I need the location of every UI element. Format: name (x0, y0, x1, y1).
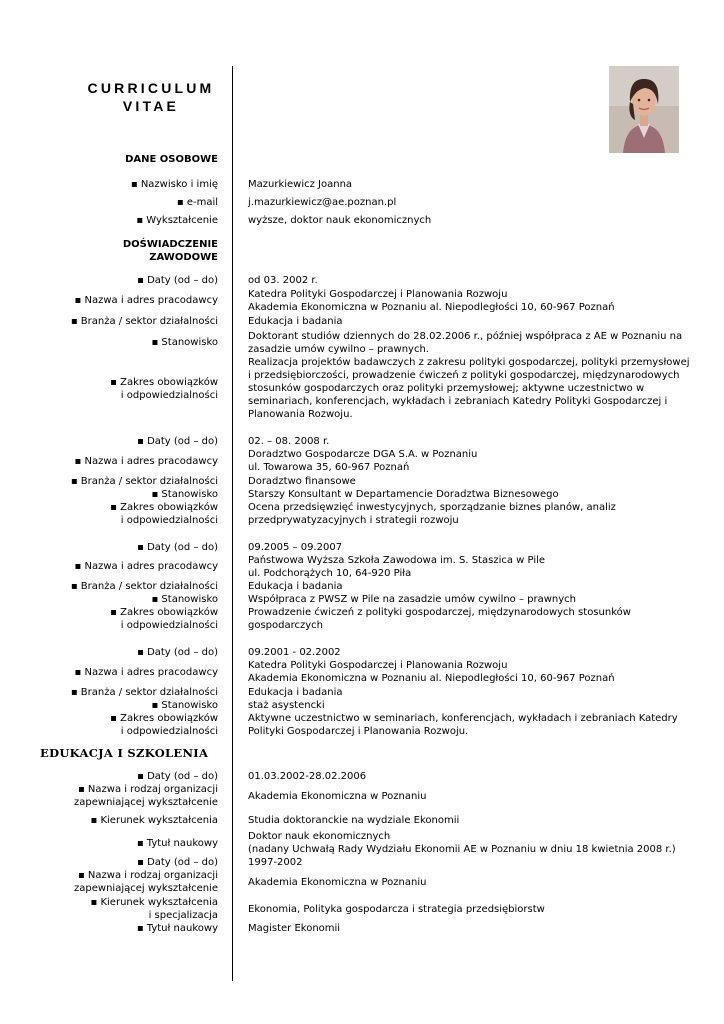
email-value[interactable]: j.mazurkiewicz@ae.poznan.pl (248, 197, 397, 208)
edu1-degree-label: ▪ Tytuł naukowy (137, 837, 218, 850)
job1-dates-label: ▪ Daty (od – do) (137, 274, 218, 287)
job1-employer-label: ▪ Nazwa i adres pracodawcy (75, 294, 218, 307)
edu2-field-label: ▪ Kierunek wykształcenia i specjalizacja (91, 896, 219, 922)
name-label: ▪ Nazwisko i imię (131, 178, 218, 191)
edu1-dates: 01.03.2002-28.02.2006 (248, 771, 367, 782)
edu1-org-label: ▪ Nazwa i rodzaj organizacji zapewniającej wykształcenie (74, 783, 218, 809)
job1-duties-label: ▪ Zakres obowiązków i odpowiedzialności (110, 376, 218, 402)
edu1-field: Studia doktoranckie na wydziale Ekonomii (248, 815, 460, 826)
job4-position-label: ▪ Stanowisko (151, 699, 218, 712)
job4-duties: Aktywne uczestnictwo w seminariach, konferencjach, wykładach i zebraniach Katedry Polityki Gospodarczej i Planowania Rozwoju. (248, 713, 678, 737)
edu2-dates-label: ▪ Daty (od – do) (137, 856, 218, 869)
name-value: Mazurkiewicz Joanna (248, 179, 353, 190)
portrait-icon (609, 66, 679, 153)
job2-dates: 02. – 08. 2008 r. (248, 436, 330, 447)
edu2-org: Akademia Ekonomiczna w Poznaniu (248, 877, 427, 888)
title-line-1: CURRICULUM (87, 80, 215, 96)
job4-sector: Edukacja i badania (248, 687, 343, 698)
job1-duties: Realizacja projektów badawczych z zakresu polityki gospodarczej, polityki przemysłowej i przedsiębiorczości, prowadzenie ćwiczeń z polityki gospodarczej, międzynarodowych stosunków gospodarczych oraz polityki przemysłowej; aktywne uczestnictwo w seminariach, konferencjach, wykładach i zebraniach Katedry Polityki Gospodarczej i Planowania Rozwoju. (248, 357, 690, 420)
job3-employer-label: ▪ Nazwa i adres pracodawcy (75, 560, 218, 573)
job4-dates-label: ▪ Daty (od – do) (137, 646, 218, 659)
education-label: ▪ Wykształcenie (136, 214, 218, 227)
job2-duties: Ocena przedsięwzięć inwestycyjnych, sporządzanie biznes planów, analiz przedprywatyzacyjnych i strategii rozwoju (248, 502, 616, 526)
job2-sector-label: ▪ Branża / sektor działalności (71, 475, 218, 488)
edu2-field: Ekonomia, Polityka gospodarcza i strategia przedsiębiorstw (248, 904, 545, 915)
job1-sector-label: ▪ Branża / sektor działalności (71, 315, 218, 328)
job2-position: Starszy Konsultant w Departamencie Doradztwa Biznesowego (248, 489, 559, 500)
edu2-degree-label: ▪ Tytuł naukowy (137, 922, 218, 935)
job3-sector: Edukacja i badania (248, 581, 343, 592)
job3-duties-label: ▪ Zakres obowiązków i odpowiedzialności (110, 606, 218, 632)
job2-duties-label: ▪ Zakres obowiązków i odpowiedzialności (110, 501, 218, 527)
edu1-degree: Doktor nauk ekonomicznych (nadany Uchwałą Rady Wydziału Ekonomii AE w Poznaniu w dniu 18 kwietnia 2008 r.) (248, 831, 676, 855)
title-line-2: VITAE (122, 98, 180, 114)
job3-position-label: ▪ Stanowisko (151, 593, 218, 606)
job2-employer: Doradztwo Gospodarcze DGA S.A. w Poznaniu ul. Towarowa 35, 60-967 Poznań (248, 449, 478, 473)
email-label: ▪ e-mail (177, 196, 218, 209)
job2-employer-label: ▪ Nazwa i adres pracodawcy (75, 455, 218, 468)
edu2-org-label: ▪ Nazwa i rodzaj organizacji zapewniającej wykształcenie (74, 869, 218, 895)
job2-sector: Doradztwo finansowe (248, 476, 356, 487)
cv-title (56, 79, 246, 115)
column-divider (232, 66, 233, 981)
job1-sector: Edukacja i badania (248, 316, 343, 327)
job1-position-label: ▪ Stanowisko (151, 336, 218, 349)
job3-dates-label: ▪ Daty (od – do) (137, 541, 218, 554)
job2-position-label: ▪ Stanowisko (151, 488, 218, 501)
education-value: wyższe, doktor nauk ekonomicznych (248, 215, 432, 226)
job3-sector-label: ▪ Branża / sektor działalności (71, 580, 218, 593)
job4-employer-label: ▪ Nazwa i adres pracodawcy (75, 666, 218, 679)
edu2-dates: 1997-2002 (248, 857, 303, 868)
job4-dates: 09.2001 - 02.2002 (248, 647, 341, 658)
job1-dates: od 03. 2002 r. (248, 275, 318, 286)
job1-employer: Katedra Polityki Gospodarczej i Planowania Rozwoju Akademia Ekonomiczna w Poznaniu al. Niepodległości 10, 60-967 Poznań (248, 289, 615, 313)
job3-duties: Prowadzenie ćwiczeń z polityki gospodarczej, międzynarodowych stosunków gospodarczych (248, 607, 631, 631)
job1-position: Doktorant studiów dziennych do 28.02.2006 r., później współpraca z AE w Poznaniu na zasadzie umów cywilno – prawnych. (248, 331, 683, 355)
edu1-org: Akademia Ekonomiczna w Poznaniu (248, 791, 427, 802)
edu2-degree: Magister Ekonomii (248, 923, 341, 934)
section-education-heading: EDUKACJA I SZKOLENIA (40, 746, 209, 760)
edu1-field-label: ▪ Kierunek wykształcenia (91, 814, 219, 827)
job4-duties-label: ▪ Zakres obowiązków i odpowiedzialności (110, 712, 218, 738)
job4-position: staż asystencki (248, 700, 325, 711)
job2-dates-label: ▪ Daty (od – do) (137, 435, 218, 448)
edu1-dates-label: ▪ Daty (od – do) (137, 770, 218, 783)
section-personal-heading: DANE OSOBOWE (125, 154, 218, 165)
job3-dates: 09.2005 – 09.2007 (248, 542, 343, 553)
section-experience-heading: DOŚWIADCZENIE ZAWODOWE (122, 239, 218, 263)
job4-employer: Katedra Polityki Gospodarczej i Planowania Rozwoju Akademia Ekonomiczna w Poznaniu al. Niepodległości 10, 60-967 Poznań (248, 660, 615, 684)
job4-sector-label: ▪ Branża / sektor działalności (71, 686, 218, 699)
job3-employer: Państwowa Wyższa Szkoła Zawodowa im. S. Staszica w Pile ul. Podchorążych 10, 64-920 Piła (248, 555, 546, 579)
job3-position: Współpraca z PWSZ w Pile na zasadzie umów cywilno – prawnych (248, 594, 577, 605)
portrait-photo (609, 66, 679, 153)
